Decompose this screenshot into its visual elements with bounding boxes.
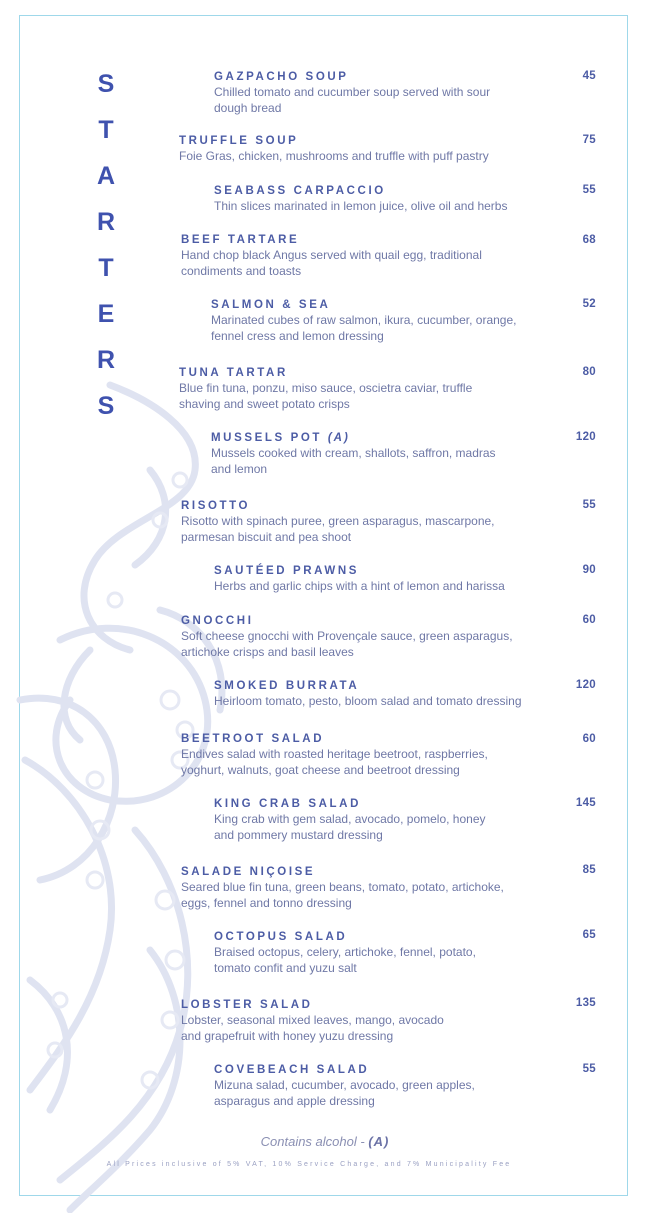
item-description: Risotto with spinach puree, green asparagus, mascarpone, parmesan biscuit and pea shoot	[181, 514, 495, 544]
alcohol-legend	[0, 1134, 650, 1149]
item-name: SALADE NIÇOISE	[181, 866, 316, 878]
item-name: TRUFFLE SOUP	[179, 135, 299, 147]
menu-item	[211, 431, 591, 477]
item-price: 85	[582, 864, 596, 876]
menu-item	[214, 1063, 594, 1109]
item-price: 120	[575, 431, 596, 443]
item-price: 55	[582, 184, 596, 196]
item-name: SMOKED BURRATA	[214, 680, 360, 692]
item-description: Mussels cooked with cream, shallots, saffron, madras and lemon	[211, 446, 496, 476]
title-letter: S	[97, 392, 115, 420]
item-description: Braised octopus, celery, artichoke, fennel, potato, tomato confit and yuzu salt	[214, 945, 476, 975]
item-name: BEETROOT SALAD	[181, 733, 325, 745]
item-name: SALMON & SEA	[211, 299, 331, 311]
title-letter: T	[98, 254, 114, 282]
item-description: Soft cheese gnocchi with Provençale sauce, green asparagus, artichoke crisps and basil leaves	[181, 629, 513, 659]
menu-item	[214, 564, 594, 595]
title-letter: S	[97, 70, 115, 98]
item-description: Marinated cubes of raw salmon, ikura, cucumber, orange, fennel cress and lemon dressing	[211, 313, 517, 343]
item-description: Endives salad with roasted heritage beetroot, raspberries, yoghurt, walnuts, goat cheese and beetroot dressing	[181, 747, 488, 777]
item-name: TUNA TARTAR	[179, 367, 288, 379]
alcohol-legend-marker: (A)	[368, 1134, 390, 1149]
menu-item	[179, 134, 559, 165]
item-name: MUSSELS POT (A)	[211, 432, 350, 444]
item-name: RISOTTO	[181, 500, 251, 512]
item-price: 120	[575, 679, 596, 691]
menu-item	[214, 70, 594, 116]
item-description: Lobster, seasonal mixed leaves, mango, avocado and grapefruit with honey yuzu dressing	[181, 1013, 444, 1043]
item-price: 55	[582, 1063, 596, 1075]
item-description: Chilled tomato and cucumber soup served with sour dough bread	[214, 85, 491, 115]
item-description: Thin slices marinated in lemon juice, olive oil and herbs	[214, 199, 508, 213]
item-description: Blue fin tuna, ponzu, miso sauce, oscietra caviar, truffle shaving and sweet potato crisps	[179, 381, 473, 411]
item-name: KING CRAB SALAD	[214, 798, 361, 810]
item-name: OCTOPUS SALAD	[214, 931, 348, 943]
alcohol-marker: (A)	[327, 432, 350, 444]
menu-item	[214, 184, 594, 215]
item-price: 65	[582, 929, 596, 941]
item-description: Seared blue fin tuna, green beans, tomato, potato, artichoke, eggs, fennel and tonno dressing	[181, 880, 504, 910]
item-price: 80	[582, 366, 596, 378]
item-price: 60	[582, 614, 596, 626]
item-name: COVEBEACH SALAD	[214, 1064, 370, 1076]
menu-item	[181, 865, 561, 911]
item-price: 52	[582, 298, 596, 310]
menu-item	[214, 679, 594, 710]
menu-item	[181, 499, 561, 545]
item-price: 45	[582, 70, 596, 82]
menu-item	[214, 797, 594, 843]
item-description: Foie Gras, chicken, mushrooms and truffle with puff pastry	[179, 149, 489, 163]
title-letter: A	[96, 162, 116, 190]
price-fee-note: All Prices inclusive of 5% VAT, 10% Service Charge, and 7% Municipality Fee	[106, 1161, 512, 1168]
item-description: Heirloom tomato, pesto, bloom salad and tomato dressing	[214, 694, 522, 708]
item-description: Herbs and garlic chips with a hint of lemon and harissa	[214, 579, 505, 593]
menu-item	[181, 614, 561, 660]
alcohol-legend-text: Contains alcohol -	[260, 1134, 365, 1149]
item-name: SAUTÉED PRAWNS	[214, 565, 360, 577]
item-price: 145	[575, 797, 596, 809]
item-description: Mizuna salad, cucumber, avocado, green apples, asparagus and apple dressing	[214, 1078, 475, 1108]
title-letter: E	[97, 300, 115, 328]
menu-item	[181, 233, 561, 279]
menu-item	[211, 298, 591, 344]
item-description: King crab with gem salad, avocado, pomelo, honey and pommery mustard dressing	[214, 812, 486, 842]
item-name: BEEF TARTARE	[181, 234, 300, 246]
item-name: GNOCCHI	[181, 615, 254, 627]
item-description: Hand chop black Angus served with quail egg, traditional condiments and toasts	[181, 248, 482, 278]
item-price: 55	[582, 499, 596, 511]
menu-item	[179, 366, 559, 412]
title-letter: R	[96, 208, 116, 236]
item-price: 75	[582, 134, 596, 146]
item-price: 68	[582, 234, 596, 246]
item-name: GAZPACHO SOUP	[214, 71, 349, 83]
item-price: 90	[582, 564, 596, 576]
title-letter: R	[96, 346, 116, 374]
item-price: 135	[575, 997, 596, 1009]
menu-item	[181, 732, 561, 778]
item-name: SEABASS CARPACCIO	[214, 185, 386, 197]
item-name: LOBSTER SALAD	[181, 999, 313, 1011]
starters-vertical-title	[93, 66, 119, 434]
menu-item	[214, 930, 594, 976]
menu-item	[181, 998, 561, 1044]
title-letter: T	[98, 116, 114, 144]
item-price: 60	[582, 733, 596, 745]
